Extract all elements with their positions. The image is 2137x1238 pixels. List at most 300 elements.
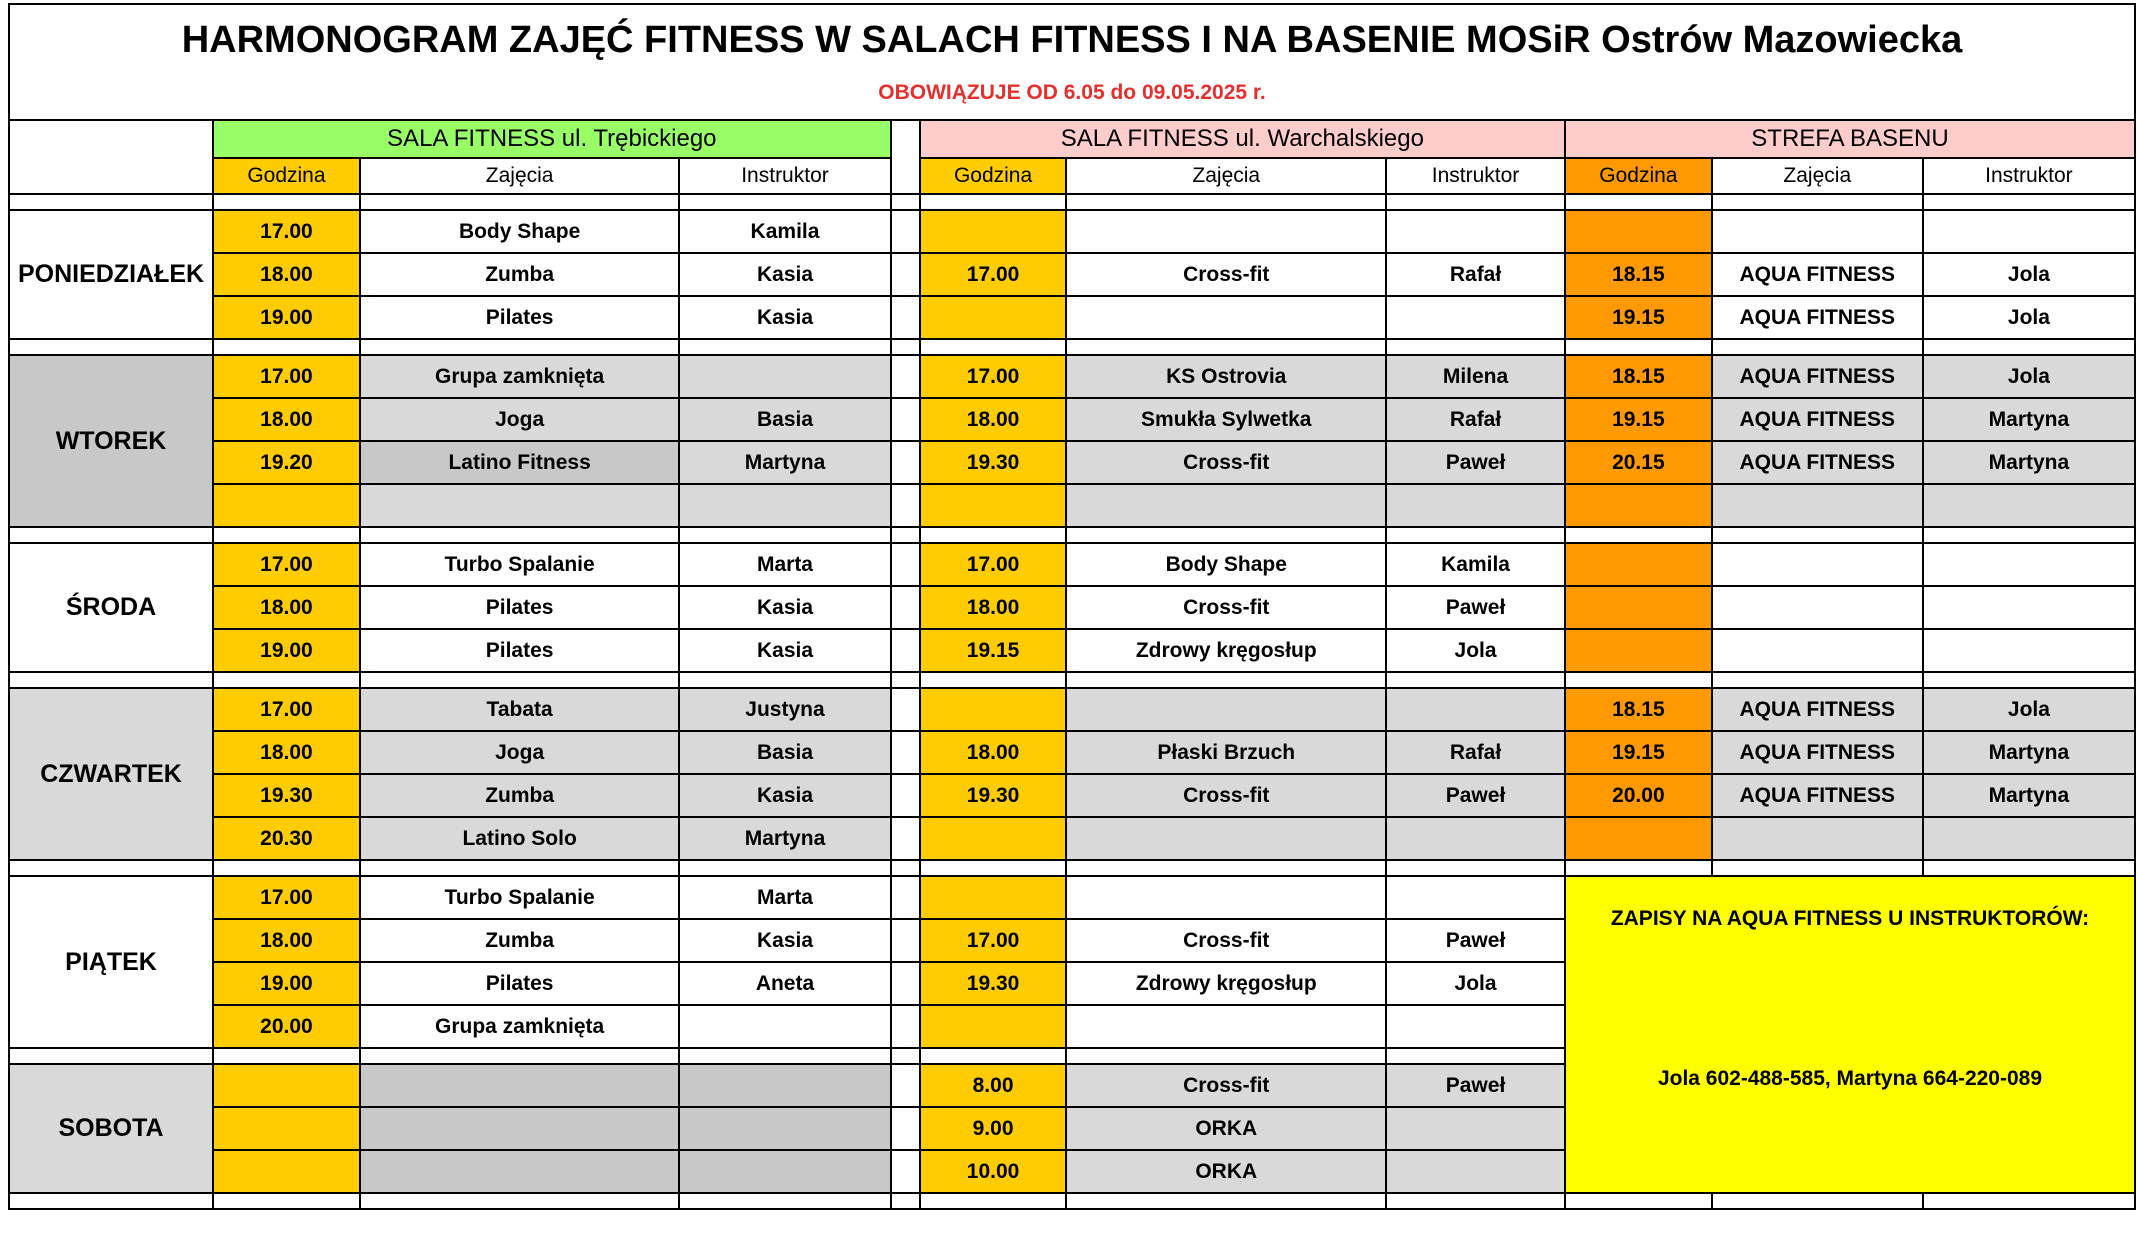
cell-basen-hour: 20.00 bbox=[1565, 774, 1712, 817]
separator-cell bbox=[1712, 1193, 1923, 1209]
cell-sala2-hour bbox=[920, 210, 1067, 253]
separator-cell bbox=[1386, 1048, 1565, 1064]
cell-sala1-hour: 20.00 bbox=[213, 1005, 360, 1048]
cell-sala1-instructor: Kasia bbox=[679, 774, 890, 817]
cell-sala2-instructor: Rafał bbox=[1386, 253, 1565, 296]
cell-sala2-hour: 18.00 bbox=[920, 586, 1067, 629]
separator-cell bbox=[1066, 194, 1386, 210]
cell-sala1-instructor: Kasia bbox=[679, 629, 890, 672]
separator-cell bbox=[1066, 527, 1386, 543]
separator-cell bbox=[1565, 1193, 1712, 1209]
cell-sala1-instructor: Marta bbox=[679, 876, 890, 919]
cell-basen-hour bbox=[1565, 586, 1712, 629]
cell-sala1-instructor bbox=[679, 1064, 890, 1107]
separator-cell bbox=[213, 527, 360, 543]
separator-cell bbox=[360, 672, 680, 688]
spacer-cell bbox=[891, 210, 920, 253]
spacer-cell bbox=[891, 876, 920, 919]
spacer-cell bbox=[891, 629, 920, 672]
separator-cell bbox=[891, 194, 920, 210]
table-row bbox=[9, 774, 2135, 817]
separator-cell bbox=[1386, 1193, 1565, 1209]
spacer-cell bbox=[891, 398, 920, 441]
separator-cell bbox=[360, 1048, 680, 1064]
separator-cell bbox=[360, 194, 680, 210]
cell-basen-instructor: Martyna bbox=[1923, 774, 2135, 817]
cell-sala2-class bbox=[1066, 296, 1386, 339]
table-row bbox=[9, 817, 2135, 860]
spacer-cell bbox=[891, 1107, 920, 1150]
cell-sala2-hour: 17.00 bbox=[920, 919, 1067, 962]
cell-basen-hour bbox=[1565, 817, 1712, 860]
cell-sala1-instructor: Aneta bbox=[679, 962, 890, 1005]
spacer-cell bbox=[891, 817, 920, 860]
separator-cell bbox=[213, 860, 360, 876]
separator-cell bbox=[360, 860, 680, 876]
cell-sala1-class bbox=[360, 1107, 680, 1150]
separator-cell bbox=[213, 339, 360, 355]
table-row bbox=[9, 731, 2135, 774]
cell-sala2-class: Cross-fit bbox=[1066, 441, 1386, 484]
cell-sala2-instructor bbox=[1386, 1107, 1565, 1150]
page-title: HARMONOGRAM ZAJĘĆ FITNESS W SALACH FITNESS I NA BASENIE MOSiR Ostrów Mazowiecka bbox=[181, 19, 1963, 61]
separator-cell bbox=[920, 194, 1067, 210]
cell-sala2-instructor bbox=[1386, 1150, 1565, 1193]
cell-basen-instructor: Jola bbox=[1923, 296, 2135, 339]
cell-basen-class: AQUA FITNESS bbox=[1712, 774, 1923, 817]
table-row bbox=[9, 253, 2135, 296]
separator-cell bbox=[1386, 860, 1565, 876]
cell-sala1-instructor: Kasia bbox=[679, 919, 890, 962]
cell-sala2-class: Body Shape bbox=[1066, 543, 1386, 586]
aqua-signup-info-box bbox=[1565, 876, 2135, 1193]
cell-sala1-hour: 17.00 bbox=[213, 876, 360, 919]
table-row bbox=[9, 543, 2135, 586]
separator-cell bbox=[891, 339, 920, 355]
cell-sala1-hour: 19.00 bbox=[213, 629, 360, 672]
separator-cell bbox=[891, 1193, 920, 1209]
table-row bbox=[9, 441, 2135, 484]
separator-cell bbox=[920, 860, 1067, 876]
cell-sala1-class: Latino Fitness bbox=[360, 441, 680, 484]
cell-sala1-instructor: Marta bbox=[679, 543, 890, 586]
spacer-cell bbox=[891, 774, 920, 817]
cell-sala2-instructor: Paweł bbox=[1386, 919, 1565, 962]
separator-cell bbox=[9, 527, 213, 543]
cell-sala2-class bbox=[1066, 210, 1386, 253]
cell-sala1-instructor: Martyna bbox=[679, 441, 890, 484]
cell-sala1-class: Joga bbox=[360, 731, 680, 774]
cell-sala1-instructor bbox=[679, 1150, 890, 1193]
table-row bbox=[9, 629, 2135, 672]
cell-sala2-instructor: Paweł bbox=[1386, 1064, 1565, 1107]
cell-basen-class bbox=[1712, 629, 1923, 672]
separator-cell bbox=[360, 1193, 680, 1209]
cell-sala2-instructor bbox=[1386, 210, 1565, 253]
cell-sala2-class: Zdrowy kręgosłup bbox=[1066, 629, 1386, 672]
cell-sala1-hour: 17.00 bbox=[213, 355, 360, 398]
cell-sala1-class: Pilates bbox=[360, 586, 680, 629]
separator-cell bbox=[920, 339, 1067, 355]
spacer-cell bbox=[891, 120, 920, 194]
cell-basen-hour: 18.15 bbox=[1565, 253, 1712, 296]
spacer-cell bbox=[891, 586, 920, 629]
cell-sala1-instructor bbox=[679, 484, 890, 527]
separator-cell bbox=[1386, 672, 1565, 688]
day-label-fri: PIĄTEK bbox=[9, 876, 213, 1048]
spacer-cell bbox=[891, 731, 920, 774]
cell-sala1-hour bbox=[213, 1064, 360, 1107]
cell-sala2-class: Cross-fit bbox=[1066, 586, 1386, 629]
table-row bbox=[9, 296, 2135, 339]
cell-sala2-class: ORKA bbox=[1066, 1107, 1386, 1150]
col-hour-header: Godzina bbox=[920, 158, 1067, 194]
cell-basen-class: AQUA FITNESS bbox=[1712, 253, 1923, 296]
cell-basen-hour bbox=[1565, 210, 1712, 253]
section-sala-warchalskiego: SALA FITNESS ul. Warchalskiego bbox=[920, 120, 1565, 158]
separator-cell bbox=[920, 527, 1067, 543]
separator-cell bbox=[1923, 1193, 2135, 1209]
separator-cell bbox=[9, 194, 213, 210]
cell-basen-instructor bbox=[1923, 484, 2135, 527]
cell-sala2-hour: 17.00 bbox=[920, 543, 1067, 586]
separator-cell bbox=[1386, 194, 1565, 210]
cell-basen-hour bbox=[1565, 629, 1712, 672]
cell-basen-hour: 19.15 bbox=[1565, 296, 1712, 339]
cell-basen-class: AQUA FITNESS bbox=[1712, 355, 1923, 398]
cell-sala2-hour bbox=[920, 876, 1067, 919]
table-row bbox=[9, 688, 2135, 731]
col-hour-header: Godzina bbox=[1565, 158, 1712, 194]
cell-sala1-class: Joga bbox=[360, 398, 680, 441]
title-box bbox=[8, 3, 2136, 119]
cell-sala1-hour: 19.00 bbox=[213, 296, 360, 339]
cell-sala2-hour: 19.15 bbox=[920, 629, 1067, 672]
cell-sala2-class: Cross-fit bbox=[1066, 1064, 1386, 1107]
cell-basen-instructor: Jola bbox=[1923, 688, 2135, 731]
cell-sala2-instructor: Rafał bbox=[1386, 398, 1565, 441]
separator-cell bbox=[1923, 194, 2135, 210]
separator-cell bbox=[213, 1193, 360, 1209]
col-hour-header: Godzina bbox=[213, 158, 360, 194]
cell-sala1-hour: 18.00 bbox=[213, 919, 360, 962]
cell-sala2-class: Cross-fit bbox=[1066, 774, 1386, 817]
cell-basen-class bbox=[1712, 586, 1923, 629]
separator-row bbox=[9, 527, 2135, 543]
cell-sala1-instructor: Basia bbox=[679, 731, 890, 774]
section-strefa-basenu: STREFA BASENU bbox=[1565, 120, 2135, 158]
separator-cell bbox=[1712, 339, 1923, 355]
validity-subtitle: OBOWIĄZUJE OD 6.05 do 09.05.2025 r. bbox=[878, 81, 1266, 104]
cell-basen-instructor: Jola bbox=[1923, 355, 2135, 398]
separator-cell bbox=[1565, 860, 1712, 876]
cell-basen-instructor bbox=[1923, 817, 2135, 860]
separator-cell bbox=[891, 1048, 920, 1064]
cell-basen-class bbox=[1712, 210, 1923, 253]
cell-sala2-hour bbox=[920, 817, 1067, 860]
separator-cell bbox=[1923, 527, 2135, 543]
cell-sala2-hour bbox=[920, 484, 1067, 527]
separator-cell bbox=[1066, 339, 1386, 355]
cell-sala1-class: Zumba bbox=[360, 253, 680, 296]
cell-sala1-class: Latino Solo bbox=[360, 817, 680, 860]
cell-basen-hour: 18.15 bbox=[1565, 355, 1712, 398]
cell-basen-hour bbox=[1565, 484, 1712, 527]
separator-cell bbox=[920, 672, 1067, 688]
separator-cell bbox=[1386, 527, 1565, 543]
spacer-cell bbox=[891, 543, 920, 586]
cell-sala2-hour: 19.30 bbox=[920, 774, 1067, 817]
cell-sala2-hour: 19.30 bbox=[920, 441, 1067, 484]
cell-basen-class bbox=[1712, 543, 1923, 586]
cell-sala1-hour: 18.00 bbox=[213, 731, 360, 774]
cell-sala1-hour: 18.00 bbox=[213, 398, 360, 441]
cell-sala1-class: Grupa zamknięta bbox=[360, 355, 680, 398]
cell-basen-hour: 20.15 bbox=[1565, 441, 1712, 484]
separator-cell bbox=[679, 527, 890, 543]
separator-cell bbox=[360, 527, 680, 543]
cell-sala1-hour: 19.30 bbox=[213, 774, 360, 817]
cell-sala1-hour: 17.00 bbox=[213, 543, 360, 586]
table-row bbox=[9, 398, 2135, 441]
table-row bbox=[9, 355, 2135, 398]
cell-sala1-instructor bbox=[679, 355, 890, 398]
separator-cell bbox=[213, 194, 360, 210]
separator-cell bbox=[891, 527, 920, 543]
cell-sala2-hour: 17.00 bbox=[920, 253, 1067, 296]
separator-cell bbox=[679, 1193, 890, 1209]
cell-sala2-instructor bbox=[1386, 817, 1565, 860]
separator-cell bbox=[9, 1193, 213, 1209]
cell-sala2-hour bbox=[920, 1005, 1067, 1048]
day-label-sat: SOBOTA bbox=[9, 1064, 213, 1193]
cell-sala1-instructor: Justyna bbox=[679, 688, 890, 731]
spacer-cell bbox=[891, 1150, 920, 1193]
cell-basen-instructor: Martyna bbox=[1923, 398, 2135, 441]
cell-sala2-class bbox=[1066, 817, 1386, 860]
spacer-cell bbox=[891, 484, 920, 527]
cell-basen-class: AQUA FITNESS bbox=[1712, 296, 1923, 339]
separator-cell bbox=[1565, 339, 1712, 355]
col-instructor-header: Instruktor bbox=[1923, 158, 2135, 194]
cell-sala2-instructor bbox=[1386, 688, 1565, 731]
cell-sala2-hour: 9.00 bbox=[920, 1107, 1067, 1150]
cell-sala1-hour: 19.20 bbox=[213, 441, 360, 484]
spacer-cell bbox=[891, 441, 920, 484]
separator-cell bbox=[1066, 860, 1386, 876]
day-label-thu: CZWARTEK bbox=[9, 688, 213, 860]
separator-cell bbox=[213, 672, 360, 688]
cell-sala1-class: Pilates bbox=[360, 629, 680, 672]
cell-sala1-hour bbox=[213, 1107, 360, 1150]
separator-cell bbox=[1923, 672, 2135, 688]
table-row bbox=[9, 876, 2135, 919]
table-row bbox=[9, 586, 2135, 629]
cell-sala1-instructor: Basia bbox=[679, 398, 890, 441]
cell-basen-instructor: Martyna bbox=[1923, 731, 2135, 774]
cell-basen-class: AQUA FITNESS bbox=[1712, 441, 1923, 484]
separator-cell bbox=[1386, 339, 1565, 355]
cell-sala2-instructor bbox=[1386, 1005, 1565, 1048]
cell-sala2-hour: 17.00 bbox=[920, 355, 1067, 398]
separator-cell bbox=[679, 339, 890, 355]
section-sala-trebickiego: SALA FITNESS ul. Trębickiego bbox=[213, 120, 891, 158]
cell-sala2-hour: 18.00 bbox=[920, 731, 1067, 774]
cell-sala2-hour: 10.00 bbox=[920, 1150, 1067, 1193]
cell-sala1-instructor: Kasia bbox=[679, 253, 890, 296]
separator-cell bbox=[1066, 1048, 1386, 1064]
col-class-header: Zajęcia bbox=[1066, 158, 1386, 194]
cell-sala2-instructor: Paweł bbox=[1386, 586, 1565, 629]
cell-sala1-hour: 18.00 bbox=[213, 586, 360, 629]
col-class-header: Zajęcia bbox=[360, 158, 680, 194]
cell-sala2-instructor: Paweł bbox=[1386, 441, 1565, 484]
cell-sala1-instructor bbox=[679, 1005, 890, 1048]
cell-sala1-hour bbox=[213, 1150, 360, 1193]
separator-row bbox=[9, 672, 2135, 688]
cell-sala1-hour: 19.00 bbox=[213, 962, 360, 1005]
cell-sala2-instructor: Milena bbox=[1386, 355, 1565, 398]
spacer-cell bbox=[891, 355, 920, 398]
cell-sala1-instructor: Kasia bbox=[679, 296, 890, 339]
day-label-wed: ŚRODA bbox=[9, 543, 213, 672]
separator-cell bbox=[1565, 527, 1712, 543]
cell-basen-class bbox=[1712, 817, 1923, 860]
spacer-cell bbox=[891, 1005, 920, 1048]
cell-sala2-instructor bbox=[1386, 296, 1565, 339]
spacer-cell bbox=[891, 962, 920, 1005]
cell-sala1-hour: 20.30 bbox=[213, 817, 360, 860]
cell-basen-instructor: Jola bbox=[1923, 253, 2135, 296]
separator-cell bbox=[1923, 860, 2135, 876]
cell-sala2-instructor: Jola bbox=[1386, 629, 1565, 672]
cell-basen-instructor bbox=[1923, 629, 2135, 672]
spacer-cell bbox=[891, 296, 920, 339]
info-heading: ZAPISY NA AQUA FITNESS U INSTRUKTORÓW: bbox=[1610, 907, 2090, 930]
cell-sala1-instructor: Martyna bbox=[679, 817, 890, 860]
cell-basen-instructor: Martyna bbox=[1923, 441, 2135, 484]
cell-basen-class: AQUA FITNESS bbox=[1712, 731, 1923, 774]
cell-basen-hour bbox=[1565, 543, 1712, 586]
cell-basen-instructor bbox=[1923, 543, 2135, 586]
cell-sala1-instructor: Kasia bbox=[679, 586, 890, 629]
cell-sala2-hour: 18.00 bbox=[920, 398, 1067, 441]
separator-cell bbox=[1565, 672, 1712, 688]
table-row bbox=[9, 484, 2135, 527]
cell-sala1-class: Turbo Spalanie bbox=[360, 543, 680, 586]
cell-sala1-class: Zumba bbox=[360, 919, 680, 962]
cell-sala1-instructor bbox=[679, 1107, 890, 1150]
separator-cell bbox=[679, 194, 890, 210]
separator-cell bbox=[891, 860, 920, 876]
separator-cell bbox=[891, 672, 920, 688]
separator-cell bbox=[213, 1048, 360, 1064]
cell-sala2-class: ORKA bbox=[1066, 1150, 1386, 1193]
cell-sala2-instructor: Jola bbox=[1386, 962, 1565, 1005]
cell-basen-class: AQUA FITNESS bbox=[1712, 398, 1923, 441]
separator-cell bbox=[1712, 527, 1923, 543]
cell-basen-hour: 18.15 bbox=[1565, 688, 1712, 731]
cell-sala2-class: Cross-fit bbox=[1066, 253, 1386, 296]
cell-sala1-class bbox=[360, 484, 680, 527]
cell-basen-hour: 19.15 bbox=[1565, 398, 1712, 441]
separator-cell bbox=[1712, 194, 1923, 210]
cell-sala2-class: Smukła Sylwetka bbox=[1066, 398, 1386, 441]
cell-basen-class: AQUA FITNESS bbox=[1712, 688, 1923, 731]
cell-sala1-hour: 17.00 bbox=[213, 688, 360, 731]
col-instructor-header: Instruktor bbox=[679, 158, 890, 194]
separator-cell bbox=[920, 1193, 1067, 1209]
separator-row bbox=[9, 860, 2135, 876]
cell-sala1-class: Tabata bbox=[360, 688, 680, 731]
separator-cell bbox=[1712, 860, 1923, 876]
cell-sala2-instructor: Paweł bbox=[1386, 774, 1565, 817]
schedule-table bbox=[8, 119, 2136, 1210]
table-row bbox=[9, 210, 2135, 253]
cell-sala2-class bbox=[1066, 688, 1386, 731]
separator-cell bbox=[360, 339, 680, 355]
cell-sala2-class bbox=[1066, 876, 1386, 919]
cell-sala1-hour: 17.00 bbox=[213, 210, 360, 253]
separator-cell bbox=[9, 1048, 213, 1064]
cell-sala2-instructor bbox=[1386, 484, 1565, 527]
cell-sala2-class bbox=[1066, 1005, 1386, 1048]
separator-cell bbox=[9, 339, 213, 355]
cell-sala2-instructor: Rafał bbox=[1386, 731, 1565, 774]
cell-basen-instructor bbox=[1923, 210, 2135, 253]
cell-basen-class bbox=[1712, 484, 1923, 527]
cell-sala1-class: Pilates bbox=[360, 296, 680, 339]
separator-cell bbox=[679, 1048, 890, 1064]
separator-cell bbox=[679, 860, 890, 876]
separator-cell bbox=[9, 860, 213, 876]
separator-cell bbox=[1565, 194, 1712, 210]
cell-sala2-instructor bbox=[1386, 876, 1565, 919]
cell-sala2-class: Płaski Brzuch bbox=[1066, 731, 1386, 774]
separator-cell bbox=[1712, 672, 1923, 688]
separator-cell bbox=[679, 672, 890, 688]
schedule-sheet bbox=[8, 3, 2136, 1210]
separator-cell bbox=[1066, 672, 1386, 688]
cell-sala2-class: Zdrowy kręgosłup bbox=[1066, 962, 1386, 1005]
cell-sala1-instructor: Kamila bbox=[679, 210, 890, 253]
separator-row bbox=[9, 339, 2135, 355]
spacer-cell bbox=[891, 1064, 920, 1107]
cell-sala1-hour bbox=[213, 484, 360, 527]
cell-sala2-hour: 8.00 bbox=[920, 1064, 1067, 1107]
separator-row bbox=[9, 194, 2135, 210]
col-instructor-header: Instruktor bbox=[1386, 158, 1565, 194]
cell-sala2-hour bbox=[920, 688, 1067, 731]
cell-basen-instructor bbox=[1923, 586, 2135, 629]
cell-sala1-class: Pilates bbox=[360, 962, 680, 1005]
corner-cell bbox=[9, 120, 213, 194]
cell-sala2-hour bbox=[920, 296, 1067, 339]
cell-sala1-class: Body Shape bbox=[360, 210, 680, 253]
cell-sala1-class bbox=[360, 1064, 680, 1107]
cell-sala2-class: Cross-fit bbox=[1066, 919, 1386, 962]
cell-sala1-class: Turbo Spalanie bbox=[360, 876, 680, 919]
info-contacts: Jola 602-488-585, Martyna 664-220-089 bbox=[1657, 1067, 2043, 1090]
cell-sala2-class: KS Ostrovia bbox=[1066, 355, 1386, 398]
spacer-cell bbox=[891, 919, 920, 962]
cell-sala2-hour: 19.30 bbox=[920, 962, 1067, 1005]
spacer-cell bbox=[891, 253, 920, 296]
separator-cell bbox=[1066, 1193, 1386, 1209]
separator-cell bbox=[920, 1048, 1067, 1064]
day-label-tue: WTOREK bbox=[9, 355, 213, 527]
separator-cell bbox=[9, 672, 213, 688]
